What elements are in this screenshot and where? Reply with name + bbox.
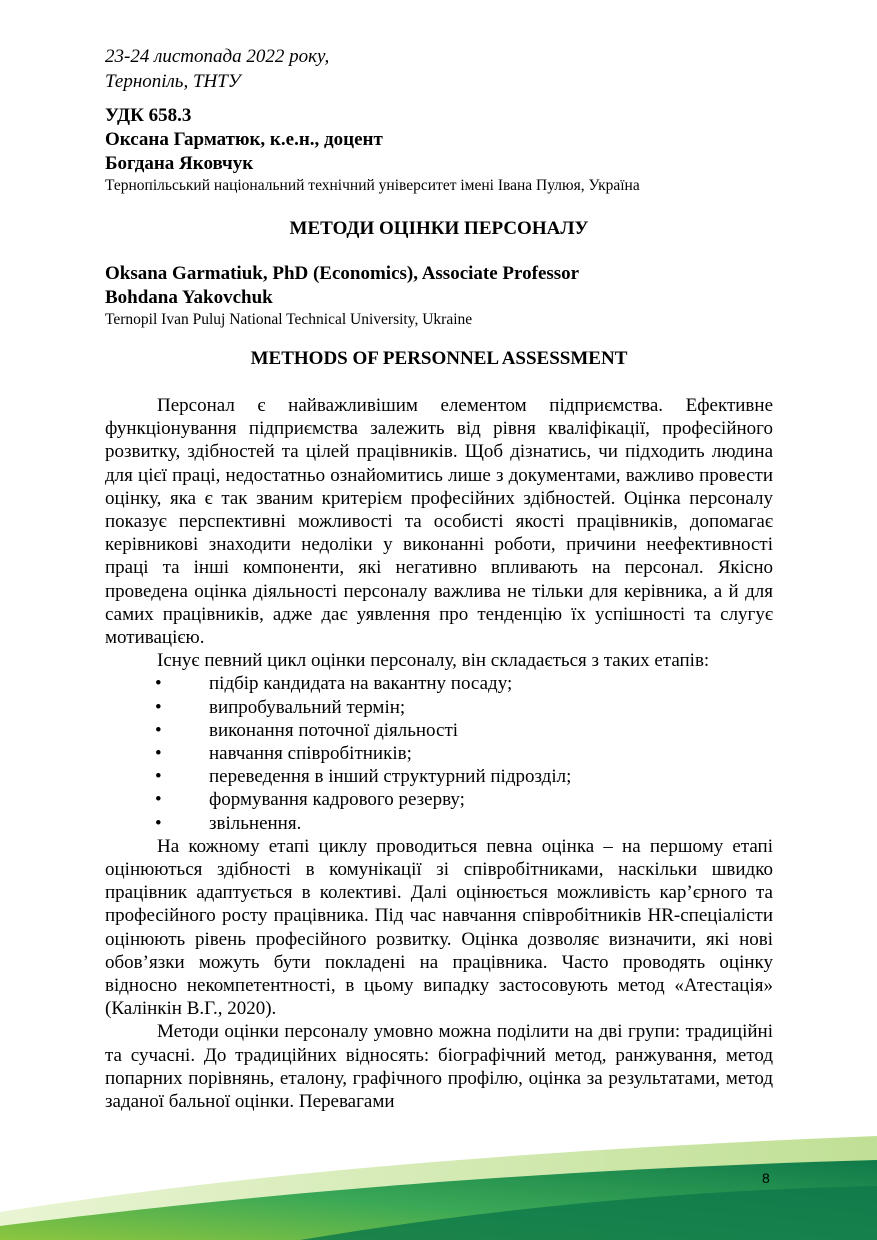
footer-swoosh-decoration xyxy=(0,1100,877,1240)
bullet-icon: • xyxy=(155,673,162,695)
bullet-icon: • xyxy=(155,719,162,741)
conference-date: 23-24 листопада 2022 року, xyxy=(105,46,330,67)
list-item: • переведення в інший структурний підрозділ; xyxy=(155,766,572,788)
list-item: • навчання співробітників; xyxy=(155,743,412,765)
udk-block xyxy=(105,104,640,195)
page-number: 8 xyxy=(762,1170,770,1186)
udk-code: УДК 658.3 xyxy=(105,105,192,126)
author-ua-1: Оксана Гарматюк, к.е.н., доцент xyxy=(105,129,383,150)
title-en: METHODS OF PERSONNEL ASSESSMENT xyxy=(250,348,628,369)
list-item: • виконання поточної діяльності xyxy=(155,719,459,741)
list-item: • формування кадрового резерву; xyxy=(155,789,465,811)
paragraph-methods: Методи оцінки персоналу умовно можна поділити на дві групи: традиційні та сучасні. До традиційних відносять: біографічний метод, ранжування, метод попарних порівнянь, еталону, графічного профілю, оцінка за результатами, метод заданої бальної оцінки. Перевагами xyxy=(105,1021,773,1113)
author-en-1: Oksana Garmatiuk, PhD (Economics), Associate Professor xyxy=(105,263,580,284)
conference-header xyxy=(105,44,329,94)
paragraph-intro: Персонал є найважливішим елементом підприємства. Ефективне функціонування підприємства залежить від рівня кваліфікації, професійного розвитку, здібностей та цілей працівників. Щоб дізнатись, чи підходить людина для цієї праці, недостатньо ознайомитись лише з документами, важливо провести оцінку, яка є так званим критерієм професійних здібностей. Оцінка персоналу показує перспективні можливості та особисті якості працівників, допомагає керівникові знаходити недоліки у виконанні роботи, причини неефективності праці та інші компоненти, які негативно впливають на персонал. Якісно проведена оцінка діяльності персоналу важлива не тільки для керівника, а й для самих працівників, адже дає уявлення про тенденцію їх успішності та слугує мотивацією. xyxy=(105,395,773,649)
affiliation-en: Ternopil Ivan Puluj National Technical University, Ukraine xyxy=(105,311,473,328)
paragraph-cycle: Існує певний цикл оцінки персоналу, він складається з таких етапів: xyxy=(157,650,710,672)
bullet-icon: • xyxy=(155,789,162,811)
list-item: • підбір кандидата на вакантну посаду; xyxy=(155,673,513,695)
author-en-2: Bohdana Yakovchuk xyxy=(105,287,273,308)
bullet-icon: • xyxy=(155,812,162,834)
author-ua-2: Богдана Яковчук xyxy=(105,153,254,174)
affiliation-ua: Тернопільський національний технічний університет імені Івана Пулюя, Україна xyxy=(105,177,640,194)
article-body xyxy=(105,394,773,1113)
title-ua: МЕТОДИ ОЦІНКИ ПЕРСОНАЛУ xyxy=(289,218,589,239)
paragraph-stages-assessment: На кожному етапі циклу проводиться певна оцінка – на першому етапі оцінюються здібності в комунікації зі співробітниками, наскільки швидко працівник адаптується в колективі. Далі оцінюється можливість кар’єрного та професійного росту працівника. Під час навчання співробітників HR-спеціалісти оцінюють рівень професійного розвитку. Оцінка дозволяє визначити, які нові обов’язки можуть бути покладені на працівника. Часто проводять оцінку відносно некомпетентності, в цьому випадку застосовують метод «Атестація» (Калінкін В.Г., 2020). xyxy=(105,835,773,1020)
conference-place: Тернопіль, ТНТУ xyxy=(105,71,241,92)
list-item: • звільнення. xyxy=(155,812,302,834)
bullet-icon: • xyxy=(155,766,162,788)
bullet-icon: • xyxy=(155,696,162,718)
list-item: • випробувальний термін; xyxy=(155,696,406,718)
stages-list xyxy=(105,672,773,834)
bullet-icon: • xyxy=(155,743,162,765)
english-authors-block xyxy=(105,262,579,329)
